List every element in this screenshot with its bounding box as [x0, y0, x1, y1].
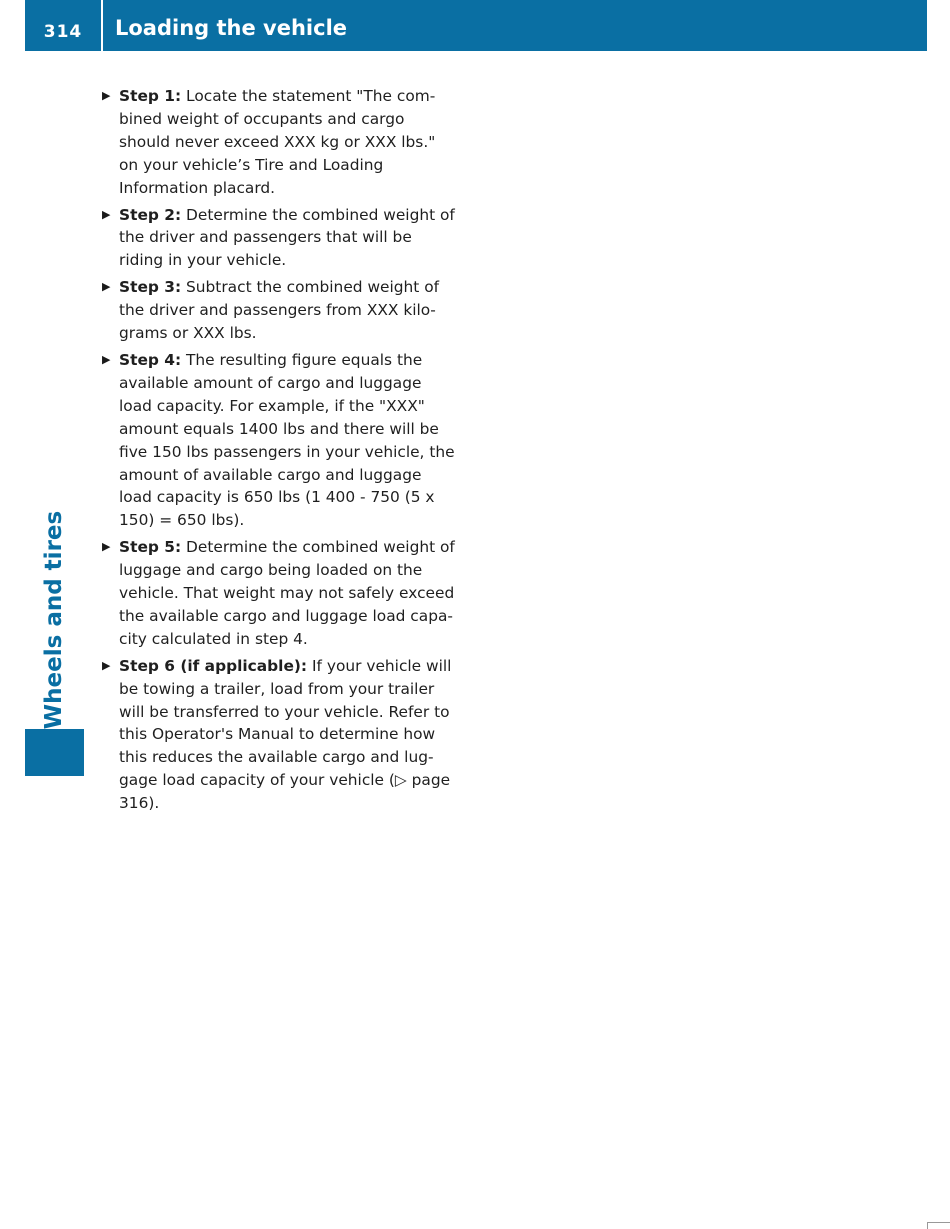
- step-text: Determine the combined weight of the driver and passengers that will be riding in your vehicle.: [119, 205, 455, 270]
- step-4: [101, 349, 455, 532]
- step-1: [101, 85, 455, 200]
- step-label: Step 1:: [119, 87, 182, 105]
- step-2: [101, 204, 455, 273]
- step-label: Step 2:: [119, 205, 182, 224]
- triangle-bullet-icon: ▶: [102, 540, 111, 554]
- step-label: Step 4:: [119, 350, 182, 369]
- triangle-bullet-icon: ▶: [102, 207, 111, 221]
- step-6: [101, 655, 455, 815]
- page-number: 314: [43, 22, 83, 42]
- section-label-container: [34, 510, 74, 730]
- step-label: Step 6 (if applicable):: [119, 656, 308, 675]
- triangle-bullet-icon: ▶: [102, 352, 111, 366]
- step-3: [101, 276, 455, 345]
- section-label: Wheels and tires: [41, 510, 67, 730]
- triangle-bullet-icon: ▶: [102, 280, 111, 294]
- step-label: Step 3:: [119, 278, 182, 297]
- step-label: Step 5:: [119, 538, 182, 557]
- step-text: The resulting figure equals the available amount of cargo and luggage load capacity. For example, if the "XXX" amount equals 1400 lbs and there will be five 150 lbs passengers in your vehicle, the amount of available cargo and luggage load capacity is 650 lbs (1 400 - 750 (5 x 150) = 650 lbs).: [119, 350, 455, 530]
- loading-steps-list: [101, 85, 455, 819]
- step-5: [101, 536, 455, 651]
- page-corner-mark: [927, 1222, 950, 1229]
- section-tab-marker: [25, 729, 84, 776]
- triangle-bullet-icon: ▶: [102, 658, 111, 672]
- page-header: [25, 0, 927, 51]
- header-divider: [101, 0, 103, 51]
- triangle-bullet-icon: ▶: [102, 89, 111, 102]
- step-text: Determine the combined weight of luggage and cargo being loaded on the vehicle. That weight may not safely exceed the available cargo and luggage load capacity calculated in step 4.: [119, 538, 455, 648]
- step-text: Locate the statement "The combined weight of occupants and cargo should never exceed XXX kg or XXX lbs." on your vehicle’s Tire and Loading Information placard.: [119, 87, 436, 197]
- page-title: Loading the vehicle: [115, 16, 348, 40]
- step-text: If your vehicle will be towing a trailer, load from your trailer will be transferred to your vehicle. Refer to this Operator's Manual to determine how this reduces the available cargo and luggage load capacity of your vehicle (▷ page 316).: [119, 656, 452, 813]
- step-text: Subtract the combined weight of the driver and passengers from XXX kilograms or XXX lbs.: [119, 278, 440, 343]
